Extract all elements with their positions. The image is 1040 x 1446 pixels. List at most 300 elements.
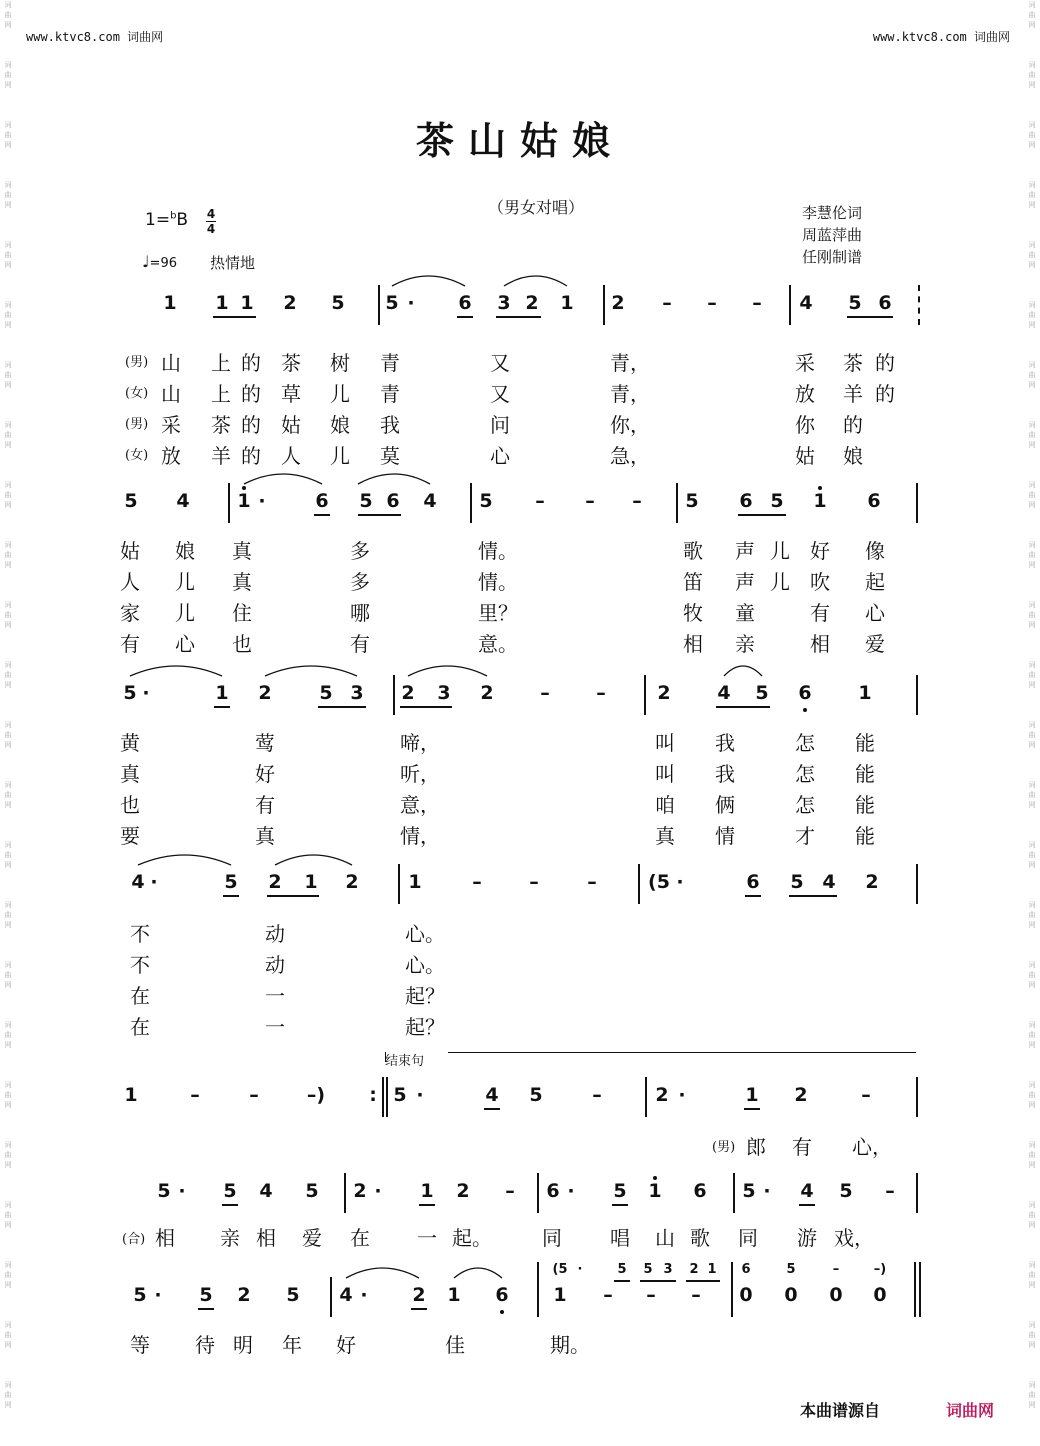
header-site-left: www.ktvc8.com 词曲网 xyxy=(26,30,164,44)
watermark-text: 词 曲 网 xyxy=(4,721,12,749)
staff7-note: · xyxy=(360,1284,368,1306)
staff5-note: · xyxy=(416,1084,424,1106)
staff4-note: (5 xyxy=(648,871,670,893)
slur xyxy=(265,666,357,676)
staff6-note: · xyxy=(178,1180,186,1202)
slur xyxy=(358,474,430,484)
lyric-syllable: 姑 xyxy=(281,413,301,437)
watermark-text: 词 曲 网 xyxy=(4,1081,12,1109)
duration-underline xyxy=(411,1308,427,1310)
staff7-note: 0 xyxy=(873,1284,887,1306)
staff3-note: 1 xyxy=(858,682,872,704)
staff2-note: – xyxy=(585,490,595,512)
staff4-note: 5 xyxy=(224,871,238,893)
staff2-note: – xyxy=(535,490,545,512)
watermark-text: 词 曲 网 xyxy=(1028,1,1036,29)
staff3-note: 2 xyxy=(401,682,415,704)
lyric-syllable: 叫 xyxy=(655,762,675,786)
staff2-note: 6 xyxy=(867,490,881,512)
lyric-syllable: 戏， xyxy=(834,1226,874,1250)
staff6-note: 5 xyxy=(742,1180,756,1202)
lyric-syllable: 好 xyxy=(810,539,830,563)
slur xyxy=(346,1268,419,1278)
lyric-syllable: 的 xyxy=(843,413,863,437)
staff5-note: 2 xyxy=(655,1084,669,1106)
staff2-note: · xyxy=(258,490,266,512)
lyric-syllable: 的 xyxy=(241,413,261,437)
lyric-syllable: 同 xyxy=(542,1226,562,1250)
staff6-note: 5 xyxy=(839,1180,853,1202)
staff4-note: 2 xyxy=(268,871,282,893)
lyric-syllable: 唱 xyxy=(610,1226,630,1250)
lyric-syllable: 儿 xyxy=(770,570,790,594)
lyric-syllable: 多 xyxy=(350,539,370,563)
staff1-note: 2 xyxy=(611,292,625,314)
lyric-syllable: 爱 xyxy=(865,632,885,656)
staff6-note: · xyxy=(763,1180,771,1202)
lyric-syllable: 真 xyxy=(232,570,252,594)
staff6-note: – xyxy=(505,1180,515,1202)
staff5-note: – xyxy=(592,1084,602,1106)
final-barline xyxy=(919,1262,921,1317)
lyric-syllable: 的 xyxy=(241,351,261,375)
lyric-syllable: 心。 xyxy=(405,953,445,977)
staff6-note: 5 xyxy=(305,1180,319,1202)
staff6-note: 5 xyxy=(613,1180,627,1202)
duration-underline xyxy=(222,1204,238,1206)
alternate-note: (5 xyxy=(552,1262,568,1277)
lyric-syllable: 童 xyxy=(735,601,755,625)
watermark-text: 词 曲 网 xyxy=(1028,1321,1036,1349)
lyric-syllable: 起？ xyxy=(405,1015,445,1039)
lyric-syllable: 山 xyxy=(655,1226,675,1250)
duration-underline xyxy=(457,316,473,318)
lyric-syllable: 的 xyxy=(241,382,261,406)
left-watermark-strip xyxy=(0,0,16,1446)
lyric-syllable: 爱 xyxy=(302,1226,322,1250)
flat-sign: b xyxy=(170,210,177,222)
staff7-note: 0 xyxy=(739,1284,753,1306)
staff1-note: 2 xyxy=(525,292,539,314)
lyric-syllable: 笛 xyxy=(683,570,703,594)
time-top: 4 xyxy=(206,207,216,221)
staff1-note: 3 xyxy=(497,292,511,314)
lyric-syllable: 好 xyxy=(336,1333,356,1357)
staff7-note: · xyxy=(154,1284,162,1306)
lyric-syllable: 相 xyxy=(256,1226,276,1250)
duration-underline xyxy=(358,514,401,516)
lyric-syllable: 咱 xyxy=(655,793,675,817)
singer-role: (男) xyxy=(125,417,149,432)
lyric-syllable: 能 xyxy=(855,731,875,755)
staff6-note: – xyxy=(885,1180,895,1202)
final-barline xyxy=(914,1262,916,1317)
lyric-syllable: 怎 xyxy=(795,762,815,786)
watermark-text: 词 曲 网 xyxy=(4,961,12,989)
barline xyxy=(537,1262,539,1317)
barline xyxy=(644,675,646,715)
staff7-note: 5 xyxy=(286,1284,300,1306)
staff7-note: 5 xyxy=(199,1284,213,1306)
lyric-syllable: 娘 xyxy=(175,539,195,563)
staff4-note: 1 xyxy=(408,871,422,893)
alternate-note: 5 xyxy=(786,1262,796,1277)
lyric-syllable: 俩 xyxy=(715,793,735,817)
staff5-note: – xyxy=(861,1084,871,1106)
watermark-text: 词 曲 网 xyxy=(4,601,12,629)
lyric-syllable: 有 xyxy=(120,632,140,656)
duration-underline xyxy=(223,895,239,897)
staff1-note: 5 xyxy=(848,292,862,314)
lyric-syllable: 上 xyxy=(211,382,231,406)
barline xyxy=(537,1173,539,1213)
staff3-note: 5 xyxy=(755,682,769,704)
staff1-note: 6 xyxy=(878,292,892,314)
duration-underline xyxy=(213,316,256,318)
time-bottom: 4 xyxy=(206,222,216,236)
staff6-note: 6 xyxy=(546,1180,560,1202)
watermark-text: 词 曲 网 xyxy=(1028,601,1036,629)
staff2-note: 5 xyxy=(685,490,699,512)
right-watermark-strip xyxy=(1024,0,1040,1446)
staff4-note: 4 xyxy=(822,871,836,893)
lyric-syllable: 青， xyxy=(610,351,650,375)
staff7-note: – xyxy=(646,1284,656,1306)
staff1-note: 2 xyxy=(283,292,297,314)
slur xyxy=(392,276,465,286)
lyric-syllable: 娘 xyxy=(330,413,350,437)
staff2-note: 4 xyxy=(176,490,190,512)
staff3-note: 3 xyxy=(437,682,451,704)
lyric-syllable: 人 xyxy=(120,570,140,594)
staff4-note: · xyxy=(150,871,158,893)
lyric-syllable: 家 xyxy=(120,601,140,625)
lyric-syllable: 待 xyxy=(195,1333,215,1357)
staff5-note: 1 xyxy=(745,1084,759,1106)
duration-underline xyxy=(640,1280,676,1282)
staff4-note: · xyxy=(676,871,684,893)
lyric-syllable: 也 xyxy=(232,632,252,656)
lyric-syllable: 儿 xyxy=(175,570,195,594)
lyricist: 李慧伦词 xyxy=(802,204,863,222)
staff6-note: 6 xyxy=(693,1180,707,1202)
song-title: 茶山姑娘 xyxy=(415,118,624,163)
staff2-note: 6 xyxy=(386,490,400,512)
lyric-syllable: 你， xyxy=(610,413,650,437)
staff6-note: · xyxy=(374,1180,382,1202)
staff7-note: 4 xyxy=(339,1284,353,1306)
staff6-note: 4 xyxy=(259,1180,273,1202)
barline xyxy=(731,1262,733,1317)
lyric-syllable: 情。 xyxy=(478,570,518,594)
lyric-syllable: 才 xyxy=(795,824,815,848)
alternate-note: 2 xyxy=(689,1262,699,1277)
duration-underline xyxy=(744,1108,760,1110)
staff3-note: 4 xyxy=(717,682,731,704)
lyric-syllable: 儿 xyxy=(330,444,350,468)
alternate-note: 3 xyxy=(663,1262,673,1277)
staff2-note: 5 xyxy=(770,490,784,512)
watermark-text: 词 曲 网 xyxy=(4,121,12,149)
lyric-syllable: 一 xyxy=(417,1226,437,1250)
singer-role: (女) xyxy=(125,386,149,401)
watermark-text: 词 曲 网 xyxy=(4,1141,12,1169)
singer-role: (女) xyxy=(125,448,149,463)
dashed-barline xyxy=(918,285,920,325)
lyric-syllable: 叫 xyxy=(655,731,675,755)
lyric-syllable: 要 xyxy=(120,824,140,848)
alternate-note: 5 xyxy=(617,1262,627,1277)
lyric-syllable: 情。 xyxy=(478,539,518,563)
staff2-note: 4 xyxy=(423,490,437,512)
lyric-syllable: 人 xyxy=(281,444,301,468)
staff2-note: 6 xyxy=(739,490,753,512)
barline xyxy=(733,1173,735,1213)
lyric-syllable: 情， xyxy=(400,824,440,848)
lyric-syllable: 听， xyxy=(400,762,440,786)
lyric-syllable: 也 xyxy=(120,793,140,817)
staff7-note: 6 xyxy=(495,1284,509,1306)
staff3-note: 3 xyxy=(350,682,364,704)
lyric-syllable: 里？ xyxy=(478,601,518,625)
watermark-text: 词 曲 网 xyxy=(4,1201,12,1229)
staff3-note: – xyxy=(596,682,606,704)
slur xyxy=(504,276,567,286)
barline xyxy=(916,483,918,523)
duration-underline xyxy=(789,895,837,897)
lyric-syllable: 郎 xyxy=(746,1135,766,1159)
duration-underline xyxy=(614,1280,630,1282)
lyric-syllable: 一 xyxy=(265,1015,285,1039)
lyric-syllable: 在 xyxy=(350,1226,370,1250)
ending-label: 结束句 xyxy=(385,1054,425,1069)
staff7-note: 2 xyxy=(412,1284,426,1306)
lyric-syllable: 起。 xyxy=(452,1226,492,1250)
lyric-syllable: 心 xyxy=(490,444,510,468)
watermark-text: 词 曲 网 xyxy=(1028,901,1036,929)
staff3-note: 2 xyxy=(480,682,494,704)
lyric-syllable: 啼， xyxy=(400,731,440,755)
lyric-syllable: 真 xyxy=(655,824,675,848)
lyric-syllable: 树 xyxy=(330,351,350,375)
duration-underline xyxy=(419,1204,435,1206)
duration-underline xyxy=(484,1108,500,1110)
duration-underline xyxy=(716,706,770,708)
lyric-syllable: 真 xyxy=(255,824,275,848)
lyric-syllable: 亲 xyxy=(735,632,755,656)
alternate-note: 6 xyxy=(741,1262,751,1277)
high-octave-dot xyxy=(242,486,246,490)
staff7-note: – xyxy=(691,1284,701,1306)
watermark-text: 词 曲 网 xyxy=(4,241,12,269)
staff5-note: 1 xyxy=(124,1084,138,1106)
duration-underline xyxy=(267,895,319,897)
staff5-note: 2 xyxy=(794,1084,808,1106)
staff1-note: · xyxy=(407,292,415,314)
lyric-syllable: 明 xyxy=(233,1333,253,1357)
duration-underline xyxy=(318,706,366,708)
lyric-syllable: 儿 xyxy=(770,539,790,563)
slur xyxy=(130,666,222,676)
watermark-text: 词 曲 网 xyxy=(4,301,12,329)
staff2-note: – xyxy=(632,490,642,512)
slur xyxy=(244,474,322,484)
staff5-note: 4 xyxy=(485,1084,499,1106)
watermark-text: 词 曲 网 xyxy=(4,1021,12,1049)
lyric-syllable: 心， xyxy=(852,1135,892,1159)
staff2-note: 5 xyxy=(124,490,138,512)
lyric-syllable: 你 xyxy=(795,413,815,437)
lyric-syllable: 吹 xyxy=(810,570,830,594)
watermark-text: 词 曲 网 xyxy=(4,901,12,929)
watermark-text: 词 曲 网 xyxy=(4,1,12,29)
lyric-syllable: 同 xyxy=(738,1226,758,1250)
lyric-syllable: 心 xyxy=(865,601,885,625)
credits xyxy=(802,202,862,268)
staff1-note: 4 xyxy=(799,292,813,314)
lyric-syllable: 哪 xyxy=(350,601,370,625)
lyric-syllable: 急， xyxy=(610,444,650,468)
footer-source: 本曲谱源自 xyxy=(800,1401,881,1420)
lyric-syllable: 茶 xyxy=(211,413,231,437)
duration-underline xyxy=(738,514,786,516)
staff1-note: 1 xyxy=(240,292,254,314)
staff6-note: 1 xyxy=(420,1180,434,1202)
duration-underline xyxy=(496,316,541,318)
lyric-syllable: 亲 xyxy=(220,1226,240,1250)
staff4-note: – xyxy=(587,871,597,893)
duration-underline xyxy=(400,706,452,708)
lyric-syllable: 不 xyxy=(130,953,150,977)
staff3-note: 6 xyxy=(798,682,812,704)
slur xyxy=(454,1268,502,1278)
staff5-note: 5 xyxy=(529,1084,543,1106)
staff4-note: 4 xyxy=(131,871,145,893)
lyric-syllable: 不 xyxy=(130,922,150,946)
watermark-text: 词 曲 网 xyxy=(4,1261,12,1289)
lyric-syllable: 在 xyxy=(130,984,150,1008)
watermark-text: 词 曲 网 xyxy=(1028,661,1036,689)
staff3-note: – xyxy=(540,682,550,704)
staff3-note: 1 xyxy=(215,682,229,704)
lyric-syllable: 心 xyxy=(175,632,195,656)
barline xyxy=(344,1173,346,1213)
singer-role: (男) xyxy=(125,355,149,370)
watermark-text: 词 曲 网 xyxy=(4,421,12,449)
barline xyxy=(916,675,918,715)
watermark-text: 词 曲 网 xyxy=(1028,301,1036,329)
barline xyxy=(645,1077,647,1117)
header-site-right: www.ktvc8.com 词曲网 xyxy=(872,30,1010,44)
lyric-syllable: 起？ xyxy=(405,984,445,1008)
duration-underline xyxy=(799,1204,815,1206)
watermark-text: 词 曲 网 xyxy=(1028,241,1036,269)
lyric-syllable: 姑 xyxy=(795,444,815,468)
watermark-text: 词 曲 网 xyxy=(1028,61,1036,89)
lyric-syllable: 放 xyxy=(161,444,181,468)
mood-marking: 热情地 xyxy=(210,254,256,272)
staff1-note: 6 xyxy=(458,292,472,314)
duration-underline xyxy=(612,1204,628,1206)
lyric-syllable: 青 xyxy=(380,351,400,375)
watermark-text: 词 曲 网 xyxy=(4,181,12,209)
staff1-note: – xyxy=(707,292,717,314)
staff4-note: 2 xyxy=(345,871,359,893)
lyric-syllable: 上 xyxy=(211,351,231,375)
low-octave-dot xyxy=(803,708,807,712)
watermark-text: 词 曲 网 xyxy=(1028,361,1036,389)
staff4-note: 6 xyxy=(746,871,760,893)
lyric-syllable: 歌 xyxy=(690,1226,710,1250)
lyric-syllable: 能 xyxy=(855,762,875,786)
lyric-syllable: 茶 xyxy=(843,351,863,375)
watermark-text: 词 曲 网 xyxy=(1028,121,1036,149)
barline xyxy=(393,675,395,715)
lyric-syllable: 意， xyxy=(400,793,440,817)
lyric-syllable: 歌 xyxy=(683,539,703,563)
lyric-syllable: 能 xyxy=(855,793,875,817)
lyric-syllable: 我 xyxy=(715,762,735,786)
lyric-syllable: 牧 xyxy=(683,601,703,625)
staff4-note: – xyxy=(529,871,539,893)
staff5-note: – xyxy=(249,1084,259,1106)
lyric-syllable: 情 xyxy=(715,824,735,848)
lyric-syllable: 动 xyxy=(265,953,285,977)
duration-underline xyxy=(745,895,761,897)
lyric-syllable: 又 xyxy=(490,382,510,406)
lyric-syllable: 姑 xyxy=(120,539,140,563)
lyric-syllable: 的 xyxy=(241,444,261,468)
staff7-note: 1 xyxy=(447,1284,461,1306)
lyric-syllable: 期。 xyxy=(550,1333,590,1357)
staff1-note: 1 xyxy=(560,292,574,314)
lyric-syllable: 羊 xyxy=(843,382,863,406)
song-subtitle: （男女对唱） xyxy=(488,198,585,217)
lyric-syllable: 莫 xyxy=(380,444,400,468)
lyric-syllable: 意。 xyxy=(478,632,518,656)
lyric-syllable: 多 xyxy=(350,570,370,594)
lyric-syllable: 等 xyxy=(130,1333,150,1357)
tempo-value: =96 xyxy=(149,256,177,271)
lyric-syllable: 声 xyxy=(735,570,755,594)
lyric-syllable: 怎 xyxy=(795,731,815,755)
watermark-text: 词 曲 网 xyxy=(4,481,12,509)
barline xyxy=(789,285,791,325)
lyric-syllable: 青， xyxy=(610,382,650,406)
staff4-note: 5 xyxy=(790,871,804,893)
staff2-note: 6 xyxy=(315,490,329,512)
watermark-text: 词 曲 网 xyxy=(4,361,12,389)
staff4-note: 2 xyxy=(865,871,879,893)
staff1-note: 1 xyxy=(163,292,177,314)
watermark-text: 词 曲 网 xyxy=(4,1381,12,1409)
low-octave-dot xyxy=(500,1310,504,1314)
watermark-text: 词 曲 网 xyxy=(1028,841,1036,869)
watermark-text: 词 曲 网 xyxy=(1028,1081,1036,1109)
alternate-note: 5 xyxy=(643,1262,653,1277)
lyric-syllable: 我 xyxy=(380,413,400,437)
staff3-note: 5 xyxy=(319,682,333,704)
barline xyxy=(916,1077,918,1117)
barline xyxy=(638,864,640,904)
staff7-note: 5 xyxy=(133,1284,147,1306)
lyric-syllable: 佳 xyxy=(445,1333,465,1357)
repeat-barline xyxy=(382,1077,384,1117)
staff6-note: · xyxy=(567,1180,575,1202)
lyric-syllable: 游 xyxy=(797,1226,817,1250)
lyric-syllable: 声 xyxy=(735,539,755,563)
lyric-syllable: 起 xyxy=(865,570,885,594)
